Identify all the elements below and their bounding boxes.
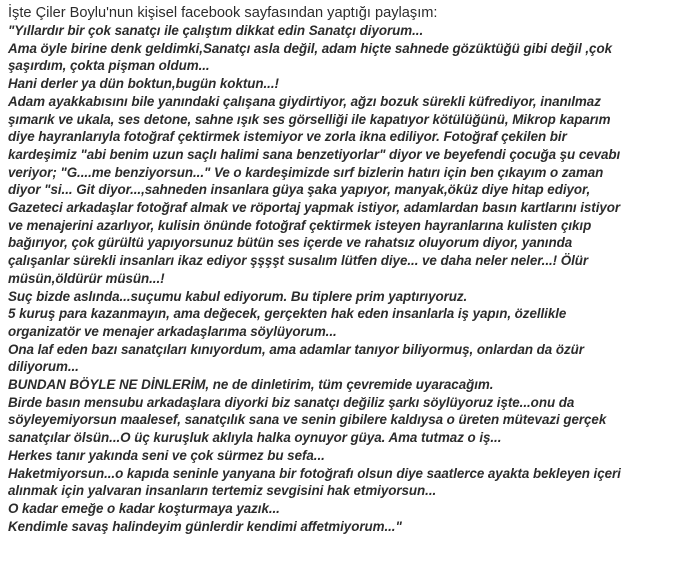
quote-body xyxy=(8,22,684,535)
intro-line: İşte Çiler Boylu'nun kişisel facebook sayfasından yaptığı paylaşım: xyxy=(8,5,438,21)
quote-line: kardeşimiz "abi benim uzun saçlı halimi sana benzetiyorlar" diyor ve beyefendi çocuğa şu cevabı xyxy=(8,146,621,162)
quote-line: şımarık ve ukala, ses detone, sahne ışık ses görselliği ile kapatıyor kötülüğünü, Mikrop kaparım xyxy=(8,111,611,127)
quote-line: Suç bizde aslında...suçumu kabul ediyorum. Bu tiplere prim yaptırıyoruz. xyxy=(8,288,468,304)
quote-line: çalışanlar sürekli insanları ikaz ediyor şşşşt susalım lütfen diye... ve daha neler neler...! Ölür xyxy=(8,253,589,269)
quote-line: Herkes tanır yakında seni ve çok sürmez bu sefa... xyxy=(8,447,325,463)
quote-line: sanatçılar ölsün...O üç kuruşluk aklıyla halka oynuyor güya. Ama tutmaz o iş... xyxy=(8,430,502,446)
quote-line: diye hayranlarıyla fotoğraf çektirmek istemiyor ve zorla ikna ediliyor. Fotoğraf çekilen bir xyxy=(8,129,567,145)
quote-line: Adam ayakkabısını bile yanındaki çalışana giydirtiyor, ağzı bozuk sürekli küfrediyor, inanılmaz xyxy=(8,93,601,109)
quote-line: BUNDAN BÖYLE NE DİNLERİM, ne de dinletirim, tüm çevremide uyaracağım. xyxy=(8,377,494,393)
quote-line: Haketmiyorsun...o kapıda seninle yanyana bir fotoğrafı olsun diye saatlerce ayakta bekleyen içeri xyxy=(8,465,621,481)
quote-line: ve menajerini azarlıyor, kulisin önünde fotoğraf çektirmek isteyen hayranlarına kulisten çıkıp xyxy=(8,217,592,233)
quote-line: şaşırdım, çokta pişman oldum... xyxy=(8,58,210,74)
quote-line: diyor "si... Git diyor...,sahneden insanlara güya şaka yapıyor, manyak,öküz diye hitap ediyor, xyxy=(8,182,591,198)
quote-line: Gazeteci arkadaşlar fotoğraf almak ve röportaj yapmak istiyor, adamlardan basın kartlarını istiyor xyxy=(8,200,621,216)
quote-line: Hani derler ya dün boktun,bugün koktun...! xyxy=(8,76,279,92)
quote-line: alınmak için yalvaran insanların tertemiz sevgisini hak etmiyorsun... xyxy=(8,483,437,499)
quote-line: söyleyemiyorsun maalesef, sanatçılık sana ve senin gibilere kaldıysa o üreten mütevazi gerçek xyxy=(8,412,607,428)
facebook-post-quote xyxy=(8,4,684,535)
quote-line: müsün,öldürür müsün...! xyxy=(8,270,165,286)
quote-line: "Yıllardır bir çok sanatçı ile çalıştım dikkat edin Sanatçı diyorum... xyxy=(8,23,424,38)
quote-line: organizatör ve menajer arkadaşlarıma söylüyorum... xyxy=(8,323,337,339)
quote-line: bağırıyor, çok gürültü yapıyorsunuz bütün ses içerde ve rahatsız oluyorum diyor, yanında xyxy=(8,235,573,251)
quote-line: veriyor; "G....me benziyorsun..." Ve o kardeşimizde sırf bizlerin hatırı için ben çıkayım o zaman xyxy=(8,164,604,180)
quote-line: O kadar emeğe o kadar koşturmaya yazık... xyxy=(8,500,280,516)
quote-line: Kendimle savaş halindeyim günlerdir kendimi affetmiyorum..." xyxy=(8,518,402,534)
quote-line: Ama öyle birine denk geldimki,Sanatçı asla değil, adam hiçte sahnede gözüktüğü gibi değil ,çok xyxy=(8,40,612,56)
quote-line: diliyorum... xyxy=(8,359,79,375)
quote-line: Ona laf eden bazı sanatçıları kınıyordum, ama adamlar tanıyor biliyormuş, onlardan da özür xyxy=(8,341,584,357)
quote-line: Birde basın mensubu arkadaşlara diyorki biz sanatçı değiliz şarkı söylüyoruz işte...onu da xyxy=(8,394,575,410)
quote-line: 5 kuruş para kazanmayın, ama değecek, gerçekten hak eden insanlarla iş yapın, özellikle xyxy=(8,306,567,322)
